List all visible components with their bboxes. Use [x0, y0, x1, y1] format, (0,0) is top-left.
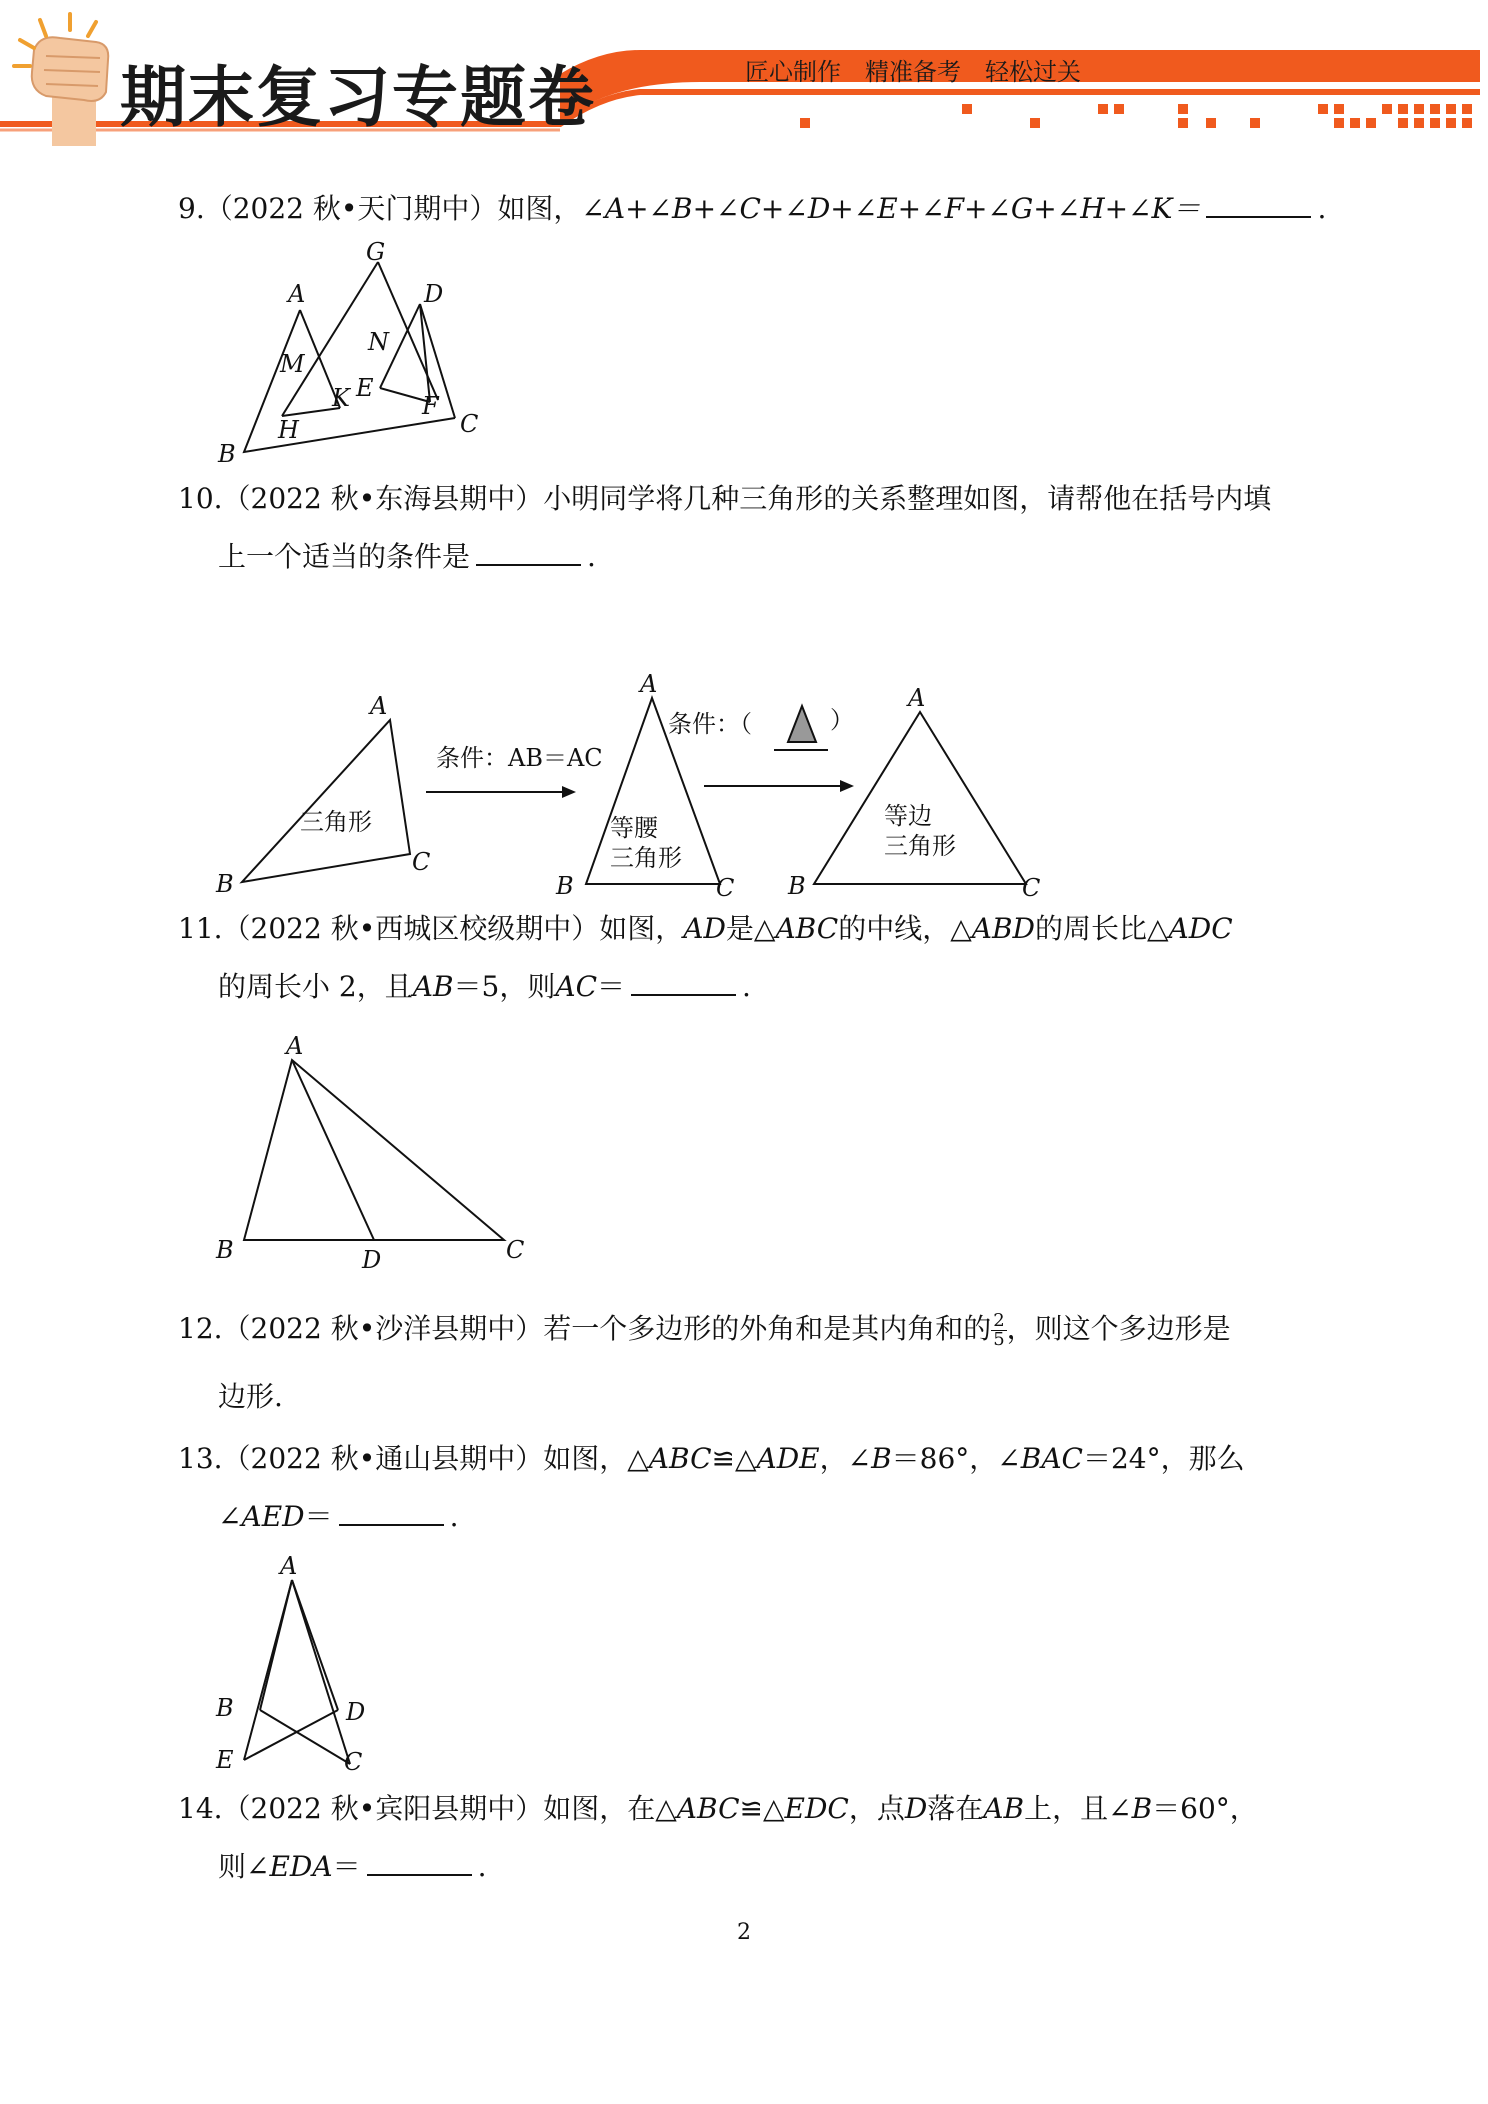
q11-median-AD — [292, 1060, 374, 1240]
q13-label-D: D — [346, 1698, 366, 1726]
q9-label-A: A — [288, 280, 306, 308]
q9-label-E: E — [356, 374, 374, 402]
q11-text-f: ABD — [971, 912, 1035, 945]
q13-answer-blank[interactable] — [339, 1498, 444, 1526]
q12-fraction-denominator: 5 — [993, 1329, 1005, 1350]
q10-answer-blank[interactable] — [476, 538, 581, 566]
q11-label-A: A — [286, 1032, 304, 1060]
q13-text-a: 13.（2022 秋•通山县期中）如图，△ — [178, 1442, 649, 1475]
q12-line2: 边形. — [218, 1380, 283, 1413]
q11-text-h: ADC — [1168, 912, 1233, 945]
q10-triangle-1 — [242, 720, 410, 882]
q10-line1: 10.（2022 秋•东海县期中）小明同学将几种三角形的关系整理如图，请帮他在括号内填 — [178, 482, 1272, 515]
q13-text-2b: AED — [241, 1500, 305, 1533]
q14-text-f: D — [904, 1792, 928, 1825]
q13-label-B: B — [216, 1694, 234, 1722]
header-slogan: 匠心制作 精准备考 轻松过关 — [745, 58, 1081, 86]
decorative-dots — [800, 104, 1472, 128]
q9-label-N: N — [368, 328, 389, 356]
q10-label-A2: A — [640, 670, 658, 698]
q10-label-C1: C — [412, 848, 431, 876]
q9-label-G: G — [366, 240, 386, 266]
q11-suffix: . — [742, 970, 751, 1003]
q11-text-c: 是△ — [725, 912, 776, 945]
q9-answer-blank[interactable] — [1206, 190, 1311, 218]
q9-prefix: 9.（2022 秋•天门期中）如图， — [178, 192, 582, 225]
q9-label-H: H — [278, 416, 299, 444]
q14-suffix: . — [477, 1850, 487, 1883]
q13-label-E: E — [216, 1746, 234, 1774]
q11-answer-blank[interactable] — [631, 968, 736, 996]
q14-text-j: B — [1131, 1792, 1153, 1825]
q9-label-M: M — [280, 350, 305, 378]
question-9 — [178, 180, 1327, 238]
q9-suffix: . — [1317, 192, 1327, 225]
q10-line2: 上一个适当的条件是 — [218, 540, 471, 573]
header-title: 期末复习专题卷 — [120, 59, 596, 136]
q11-label-C: C — [506, 1236, 525, 1264]
q14-text-2c: ＝ — [332, 1850, 361, 1883]
q10-box3-label-b: 三角形 — [884, 832, 956, 860]
q11-text-2a: 的周长小 2，且 — [218, 970, 413, 1003]
q11-text-g: 的周长比△ — [1034, 912, 1169, 945]
q10-condition-2-suffix: ） — [830, 706, 854, 734]
q13-text-2a: ∠ — [218, 1500, 242, 1533]
q9-expression: ∠A+∠B+∠C+∠D+∠E+∠F+∠G+∠H+∠K＝ — [581, 192, 1201, 225]
q9-label-C: C — [460, 410, 479, 438]
q14-text-a: 14.（2022 秋•宾阳县期中）如图，在△ — [178, 1792, 677, 1825]
q11-text-2d: AC — [555, 970, 597, 1003]
q10-box2-label-b: 三角形 — [610, 844, 682, 872]
q10-label-B2: B — [556, 872, 574, 900]
q14-text-e: ，点 — [848, 1792, 905, 1825]
q9-figure — [200, 240, 500, 470]
question-11 — [178, 900, 1318, 1016]
q12-fraction-numerator: 2 — [993, 1310, 1005, 1331]
q13-text-g: ＝86°，∠ — [891, 1442, 1021, 1475]
q13-text-h: BAC — [1020, 1442, 1083, 1475]
q10-box3-label-a: 等边 — [884, 802, 932, 830]
question-14 — [178, 1780, 1318, 1896]
q14-text-d: EDC — [784, 1792, 849, 1825]
triangle-icon — [788, 706, 816, 742]
q10-label-A1: A — [370, 692, 388, 720]
q9-label-F: F — [422, 392, 439, 420]
q11-text-2b: AB — [412, 970, 454, 1003]
q13-figure — [200, 1550, 400, 1780]
q14-answer-blank[interactable] — [367, 1848, 472, 1876]
q11-text-b: AD — [683, 912, 726, 945]
q13-line-A-D — [292, 1580, 338, 1710]
question-10 — [178, 470, 1318, 586]
q13-suffix: . — [449, 1500, 459, 1533]
q10-condition-2-prefix: 条件：（ — [668, 710, 752, 738]
q11-text-2e: ＝ — [597, 970, 626, 1003]
q13-label-C: C — [344, 1748, 363, 1776]
q14-text-g: 落在 — [927, 1792, 984, 1825]
q14-text-b: ABC — [676, 1792, 740, 1825]
question-12 — [178, 1300, 1318, 1426]
q12-fraction — [991, 1312, 1006, 1349]
q13-text-b: ABC — [648, 1442, 712, 1475]
q9-label-B: B — [218, 440, 236, 468]
q11-text-d: ABC — [775, 912, 839, 945]
q10-box1-label: 三角形 — [300, 808, 372, 836]
q13-text-d: ADE — [756, 1442, 820, 1475]
q10-label-A3: A — [908, 684, 926, 712]
q11-figure — [200, 1030, 540, 1270]
q11-text-a: 11.（2022 秋•西城区校级期中）如图， — [178, 912, 684, 945]
q13-label-A: A — [280, 1552, 298, 1580]
q10-arrowhead-2 — [840, 780, 854, 792]
page-header — [0, 0, 1488, 160]
q13-text-e: ，∠ — [819, 1442, 872, 1475]
q13-text-2c: ＝ — [304, 1500, 333, 1533]
q11-label-D: D — [362, 1246, 382, 1270]
q10-figure — [200, 670, 1100, 910]
q10-arrowhead-1 — [562, 786, 576, 798]
q14-text-c: ≌△ — [739, 1792, 785, 1825]
q14-text-i: 上，且∠ — [1024, 1792, 1132, 1825]
q13-line-E-D — [244, 1710, 338, 1760]
q13-text-f: B — [871, 1442, 892, 1475]
q11-label-B: B — [216, 1236, 234, 1264]
q13-text-c: ≌△ — [711, 1442, 757, 1475]
q12-line1-end: ，则这个多边形是 — [1006, 1312, 1231, 1345]
q9-label-D: D — [424, 280, 444, 308]
q14-text-k: ＝60°， — [1152, 1792, 1258, 1825]
q11-text-e: 的中线，△ — [838, 912, 972, 945]
q13-line-A-C — [292, 1580, 350, 1764]
q13-text-i: ＝24°，那么 — [1082, 1442, 1245, 1475]
q10-label-B1: B — [216, 870, 234, 898]
q10-condition-1: 条件：AB＝AC — [436, 744, 603, 772]
page-number: 2 — [737, 1920, 751, 1945]
q9-label-K: K — [332, 384, 350, 412]
q10-label-C3: C — [1022, 874, 1041, 902]
question-13 — [178, 1430, 1318, 1546]
q10-label-B3: B — [788, 872, 806, 900]
q11-triangle-ABC — [244, 1060, 504, 1240]
q14-text-h: AB — [983, 1792, 1025, 1825]
q11-text-2c: ＝5，则 — [453, 970, 556, 1003]
q12-line1: 12.（2022 秋•沙洋县期中）若一个多边形的外角和是其内角和的 — [178, 1312, 992, 1345]
q14-text-2a: 则∠ — [218, 1850, 270, 1883]
q10-label-C2: C — [716, 874, 735, 902]
q10-box2-label-a: 等腰 — [610, 814, 658, 842]
q14-text-2b: EDA — [269, 1850, 333, 1883]
q13-line-A-B — [260, 1580, 292, 1710]
q10-suffix: . — [587, 540, 596, 573]
